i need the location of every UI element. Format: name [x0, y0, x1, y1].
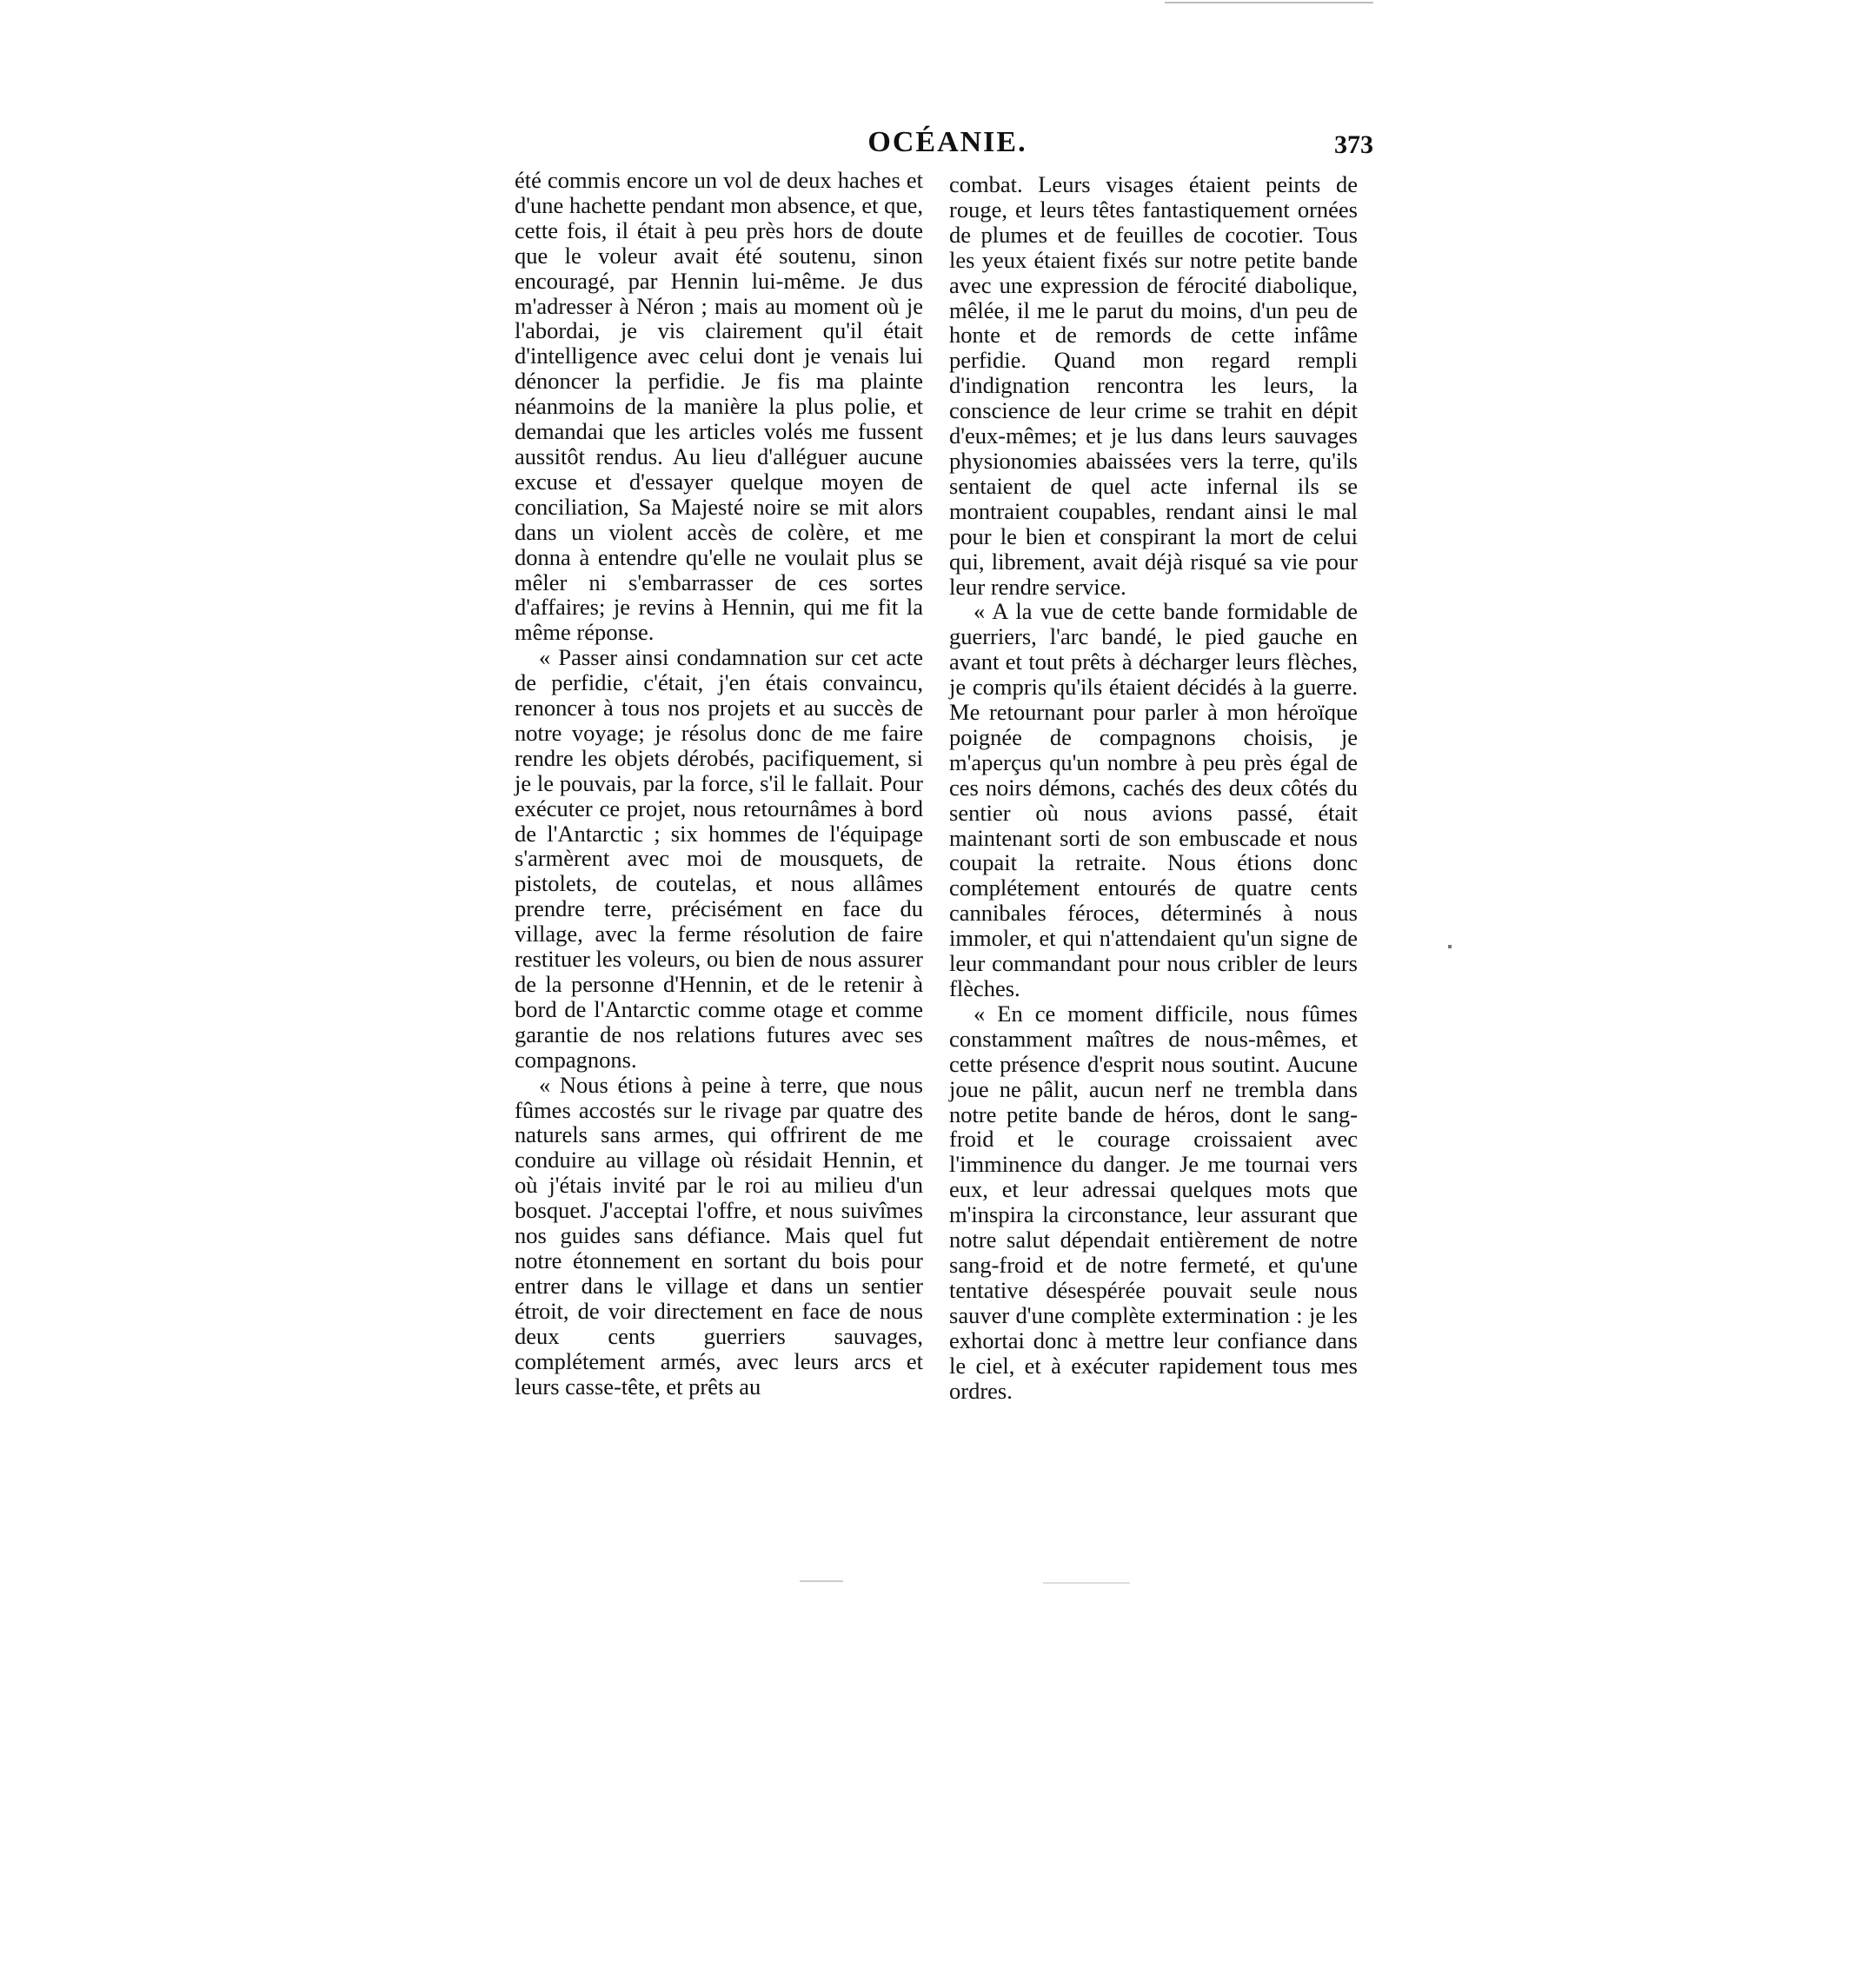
scan-artifact-bottom	[800, 1580, 843, 1582]
scan-artifact-dot	[1448, 945, 1452, 948]
scan-artifact-top	[1165, 2, 1373, 3]
paragraph: combat. Leurs visages étaient peints de rouge, et leurs têtes fantastiquement ornées de plumes et de feuilles de cocotier. Tous les yeux étaient fixés sur notre petite bande avec une expression de férocité diabolique, mêlée, il me le parut du moins, d'un peu de honte et de remords de cette infâme perfidie. Quand mon regard rempli d'indignation rencontra les leurs, la conscience de leur crime se trahit en dépit d'eux-mêmes; et je lus dans leurs sauvages physionomies abaissées vers la terre, qu'ils sentaient de quel acte infernal ils se montraient coupables, rendant ainsi le mal pour le bien et conspirant la mort de celui qui, librement, avait déjà risqué sa vie pour leur rendre service.	[949, 171, 1358, 600]
page-number: 373	[1334, 130, 1373, 159]
paragraph: « Passer ainsi condamnation sur cet acte de perfidie, c'était, j'en étais convaincu, renoncer à tous nos projets et au succès de notre voyage; je résolus donc de me faire rendre les objets dérobés, pacifiquement, si je le pouvais, par la force, s'il le fallait. Pour exécuter ce projet, nous retournâmes à bord de l'Antarctic ; six hommes de l'équipage s'armèrent avec moi de mousquets, de pistolets, de coutelas, et nous allâmes prendre terre, précisément en face du village, avec la ferme résolution de faire restituer les voleurs, ou bien de nous assurer de la personne d'Hennin, et de le retenir à bord de l'Antarctic comme otage et comme garantie de nos relations futures avec ses compagnons.	[515, 644, 923, 1073]
paragraph: « Nous étions à peine à terre, que nous fûmes accostés sur le rivage par quatre des naturels sans armes, qui offrirent de me conduire au village où résidait Hennin, et où j'étais invité par le roi au milieu d'un bosquet. J'acceptai l'offre, et nous suivîmes nos guides sans défiance. Mais quel fut notre étonnement en sortant du bois pour entrer dans le village et dans un sentier étroit, de voir directement en face de nous deux cents guerriers sauvages, complétement armés, avec leurs arcs et leurs casse-tête, et prêts au	[515, 1071, 923, 1400]
paragraph: été commis encore un vol de deux haches et d'une hachette pendant mon absence, et que, cette fois, il était à peu près hors de doute que le voleur avait été soutenu, sinon encouragé, par Hennin lui-même. Je dus m'adresser à Néron ; mais au moment où je l'abordai, je vis clairement qu'il était d'intelligence avec celui dont je venais lui dénoncer la perfidie. Je fis ma plainte néanmoins de la manière la plus polie, et demandai que les articles volés me fussent aussitôt rendus. Au lieu d'alléguer aucune excuse et d'essayer quelque moyen de conciliation, Sa Majesté noire se mit alors dans un violent accès de colère, et me donna à entendre qu'elle ne voulait plus se mêler ni s'embarrasser de ces sortes d'affaires; je revins à Hennin, qui me fit la même réponse.	[515, 167, 923, 646]
paragraph: « En ce moment difficile, nous fûmes constamment maîtres de nous-mêmes, et cette présence d'esprit nous soutint. Aucune joue ne pâlit, aucun nerf ne trembla dans notre petite bande de héros, dont le sang-froid et le courage croissaient avec l'imminence du danger. Je me tournai vers eux, et leur adressai quelques mots que m'inspira la circonstance, leur assurant que notre salut dépendait entièrement de notre sang-froid et de notre fermeté, et qu'une tentative désespérée pouvait seule nous sauver d'une complète extermination : je les exhortai donc à mettre leur confiance dans le ciel, et à exécuter rapidement tous mes ordres.	[949, 1000, 1358, 1404]
left-column	[515, 168, 923, 1399]
paragraph: « A la vue de cette bande formidable de guerriers, l'arc bandé, le pied gauche en avant et tout prêts à décharger leurs flèches, je compris qu'ils étaient décidés à la guerre. Me retournant pour parler à mon héroïque poignée de compagnons choisis, je m'aperçus qu'un nombre à peu près égal de ces noirs démons, cachés des deux côtés du sentier où nous avions passé, était maintenant sorti de son embuscade et nous coupait la retraite. Nous étions donc complétement entourés de quatre cents cannibales féroces, déterminés à nous immoler, et qui n'attendaient qu'un signe de leur commandant pour nous cribler de leurs flèches.	[949, 598, 1358, 1001]
right-column	[949, 172, 1358, 1403]
scan-artifact-bottom	[1043, 1582, 1130, 1584]
running-title: OCÉANIE.	[867, 126, 1027, 158]
